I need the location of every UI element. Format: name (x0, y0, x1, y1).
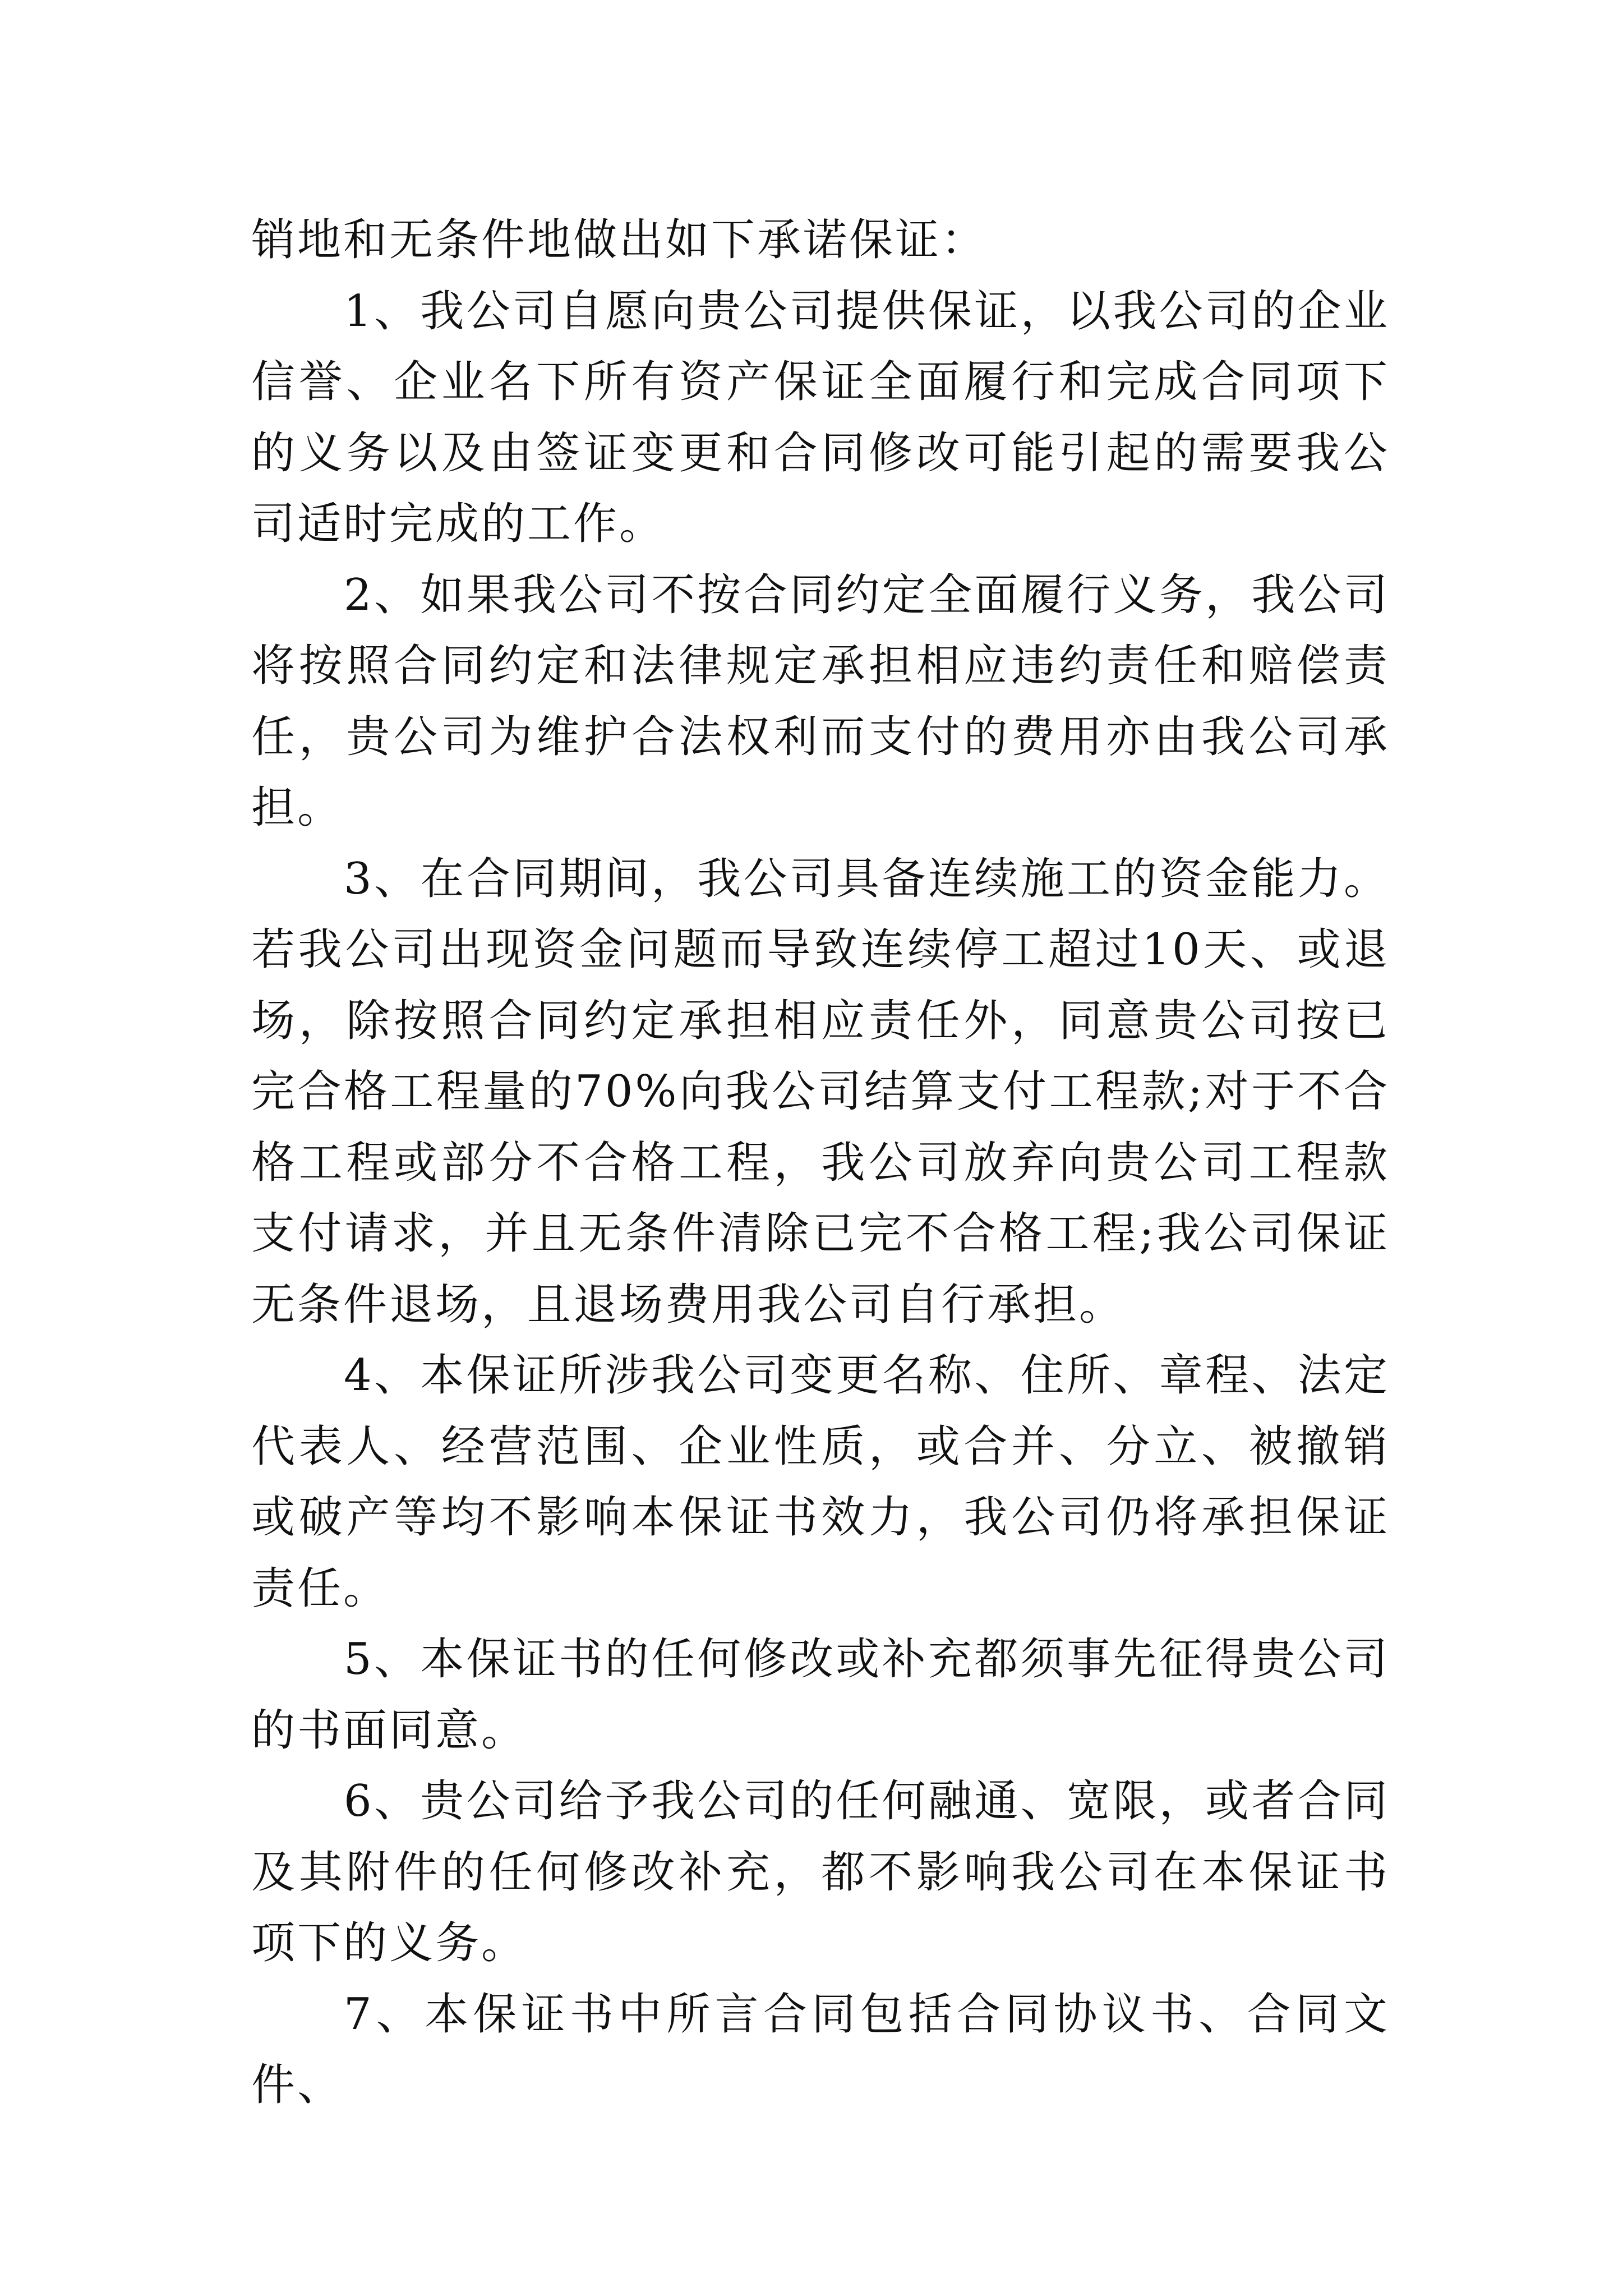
paragraph-clause-5: 5、本保证书的任何修改或补充都须事先征得贵公司的书面同意。 (251, 1634, 1390, 1756)
paragraph-clause-6: 6、贵公司给予我公司的任何融通、宽限，或者合同及其附件的任何修改补充，都不影响我公司在本保证书项下的义务。 (251, 1776, 1390, 1968)
paragraph-clause-7: 7、本保证书中所言合同包括合同协议书、合同文件、 (251, 1989, 1390, 2110)
document-body (251, 205, 1390, 2121)
paragraph-clause-2: 2、如果我公司不按合同约定全面履行义务，我公司将按照合同约定和法律规定承担相应违约责任和赔偿责任，贵公司为维护合法权利而支付的费用亦由我公司承担。 (251, 569, 1390, 833)
paragraph-intro: 销地和无条件地做出如下承诺保证： (251, 215, 988, 265)
paragraph-clause-4: 4、本保证所涉我公司变更名称、住所、章程、法定代表人、经营范围、企业性质，或合并、分立、被撤销或破产等均不影响本保证书效力，我公司仍将承担保证责任。 (251, 1350, 1390, 1614)
paragraph-clause-1: 1、我公司自愿向贵公司提供保证，以我公司的企业信誉、企业名下所有资产保证全面履行和完成合同项下的义务以及由签证变更和合同修改可能引起的需要我公司适时完成的工作。 (251, 286, 1390, 549)
paragraph-clause-3: 3、在合同期间，我公司具备连续施工的资金能力。若我公司出现资金问题而导致连续停工超过10天、或退场，除按照合同约定承担相应责任外，同意贵公司按已完合格工程量的70%向我公司结算支付工程款;对于不合格工程或部分不合格工程，我公司放弃向贵公司工程款支付请求，并且无条件清除已完不合格工程;我公司保证无条件退场，且退场费用我公司自行承担。 (251, 853, 1390, 1330)
